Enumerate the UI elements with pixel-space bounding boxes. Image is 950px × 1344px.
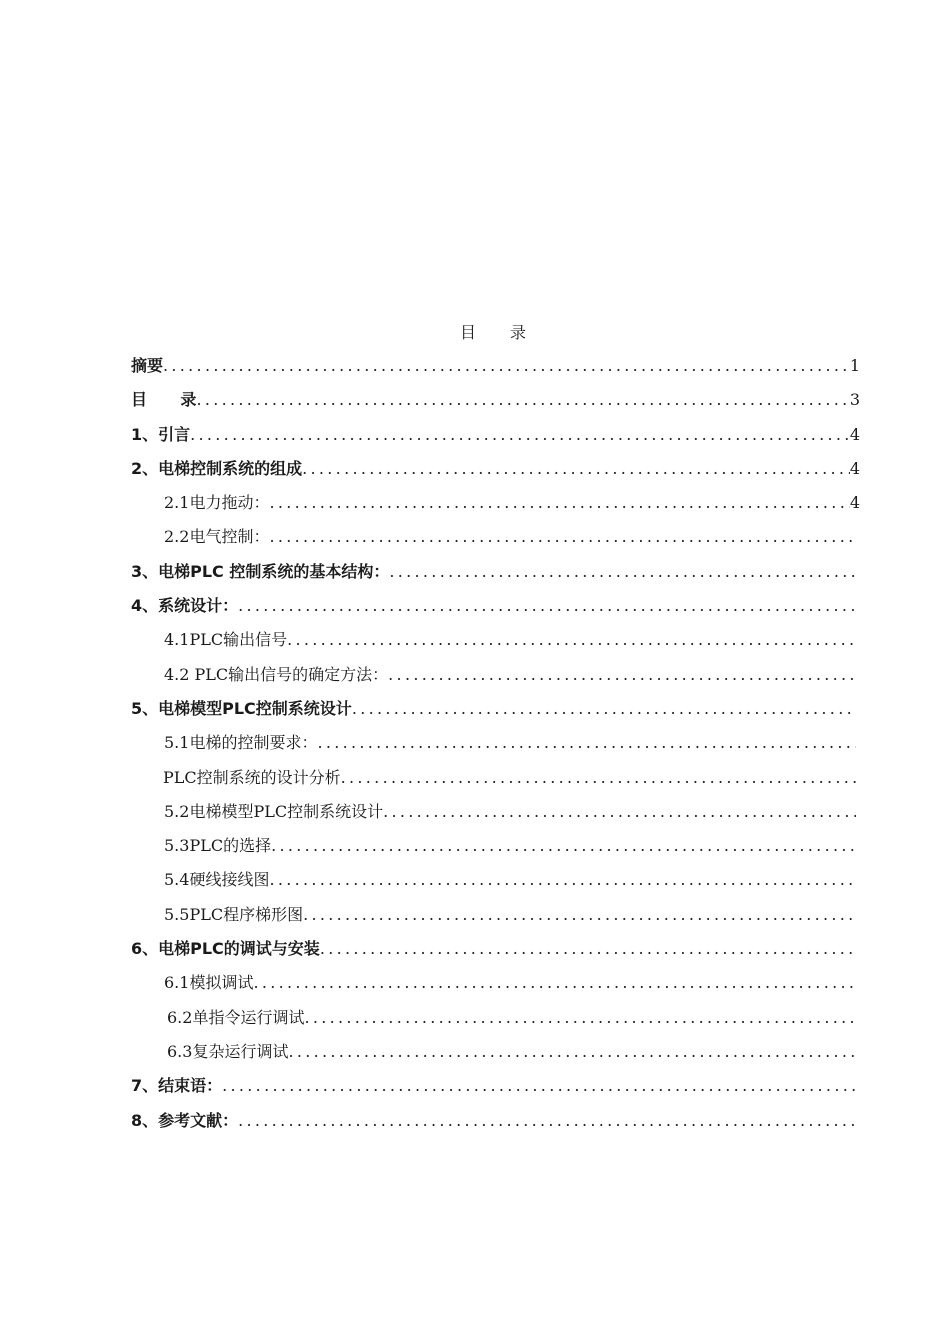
dot-leader bbox=[269, 520, 856, 554]
toc-entry-label: 8、参考文献： bbox=[131, 1110, 239, 1130]
toc-entry-section-4-2[interactable] bbox=[131, 658, 860, 692]
toc-entry-page: 4 bbox=[849, 458, 860, 478]
toc-entry-section-4-1[interactable] bbox=[131, 623, 860, 657]
dot-leader bbox=[190, 418, 850, 452]
toc-entry-label: 2.1电力拖动： bbox=[164, 493, 270, 513]
toc-entry-page: 4 bbox=[849, 493, 860, 513]
toc-title bbox=[0, 320, 950, 343]
toc-entry-label: 5、电梯模型PLC控制系统设计 bbox=[131, 698, 352, 718]
toc-entry-label: 6.2单指令运行调试 bbox=[167, 1007, 305, 1027]
toc-entry-label: 2.2电气控制： bbox=[164, 527, 270, 547]
toc-entry-label: 6、电梯PLC的调试与安装 bbox=[131, 939, 320, 959]
toc-entry-section-5-4[interactable] bbox=[131, 863, 860, 897]
dot-leader bbox=[196, 383, 849, 417]
dot-leader bbox=[238, 1104, 856, 1138]
toc-entry-section-5-3[interactable] bbox=[131, 829, 860, 863]
toc-entry-abstract[interactable] bbox=[131, 349, 860, 383]
toc-entry-label: 摘要 bbox=[131, 356, 164, 375]
dot-leader bbox=[238, 589, 856, 623]
dot-leader bbox=[304, 1001, 856, 1035]
toc-entry-label: 5.2电梯模型PLC控制系统设计 bbox=[164, 801, 384, 821]
dot-leader bbox=[388, 658, 856, 692]
toc-entry-label: 6.1模拟调试 bbox=[164, 973, 254, 993]
dot-leader bbox=[389, 555, 856, 589]
toc-entry-section-6[interactable] bbox=[131, 932, 860, 966]
toc-entry-label: 4.1PLC输出信号 bbox=[164, 630, 288, 650]
toc-list bbox=[131, 349, 860, 1138]
toc-entry-section-8[interactable] bbox=[131, 1104, 860, 1138]
toc-entry-label: 3、电梯PLC 控制系统的基本结构： bbox=[131, 561, 390, 581]
toc-entry-page: 4 bbox=[849, 424, 860, 444]
toc-entry-label: 5.3PLC的选择 bbox=[164, 836, 272, 856]
dot-leader bbox=[320, 932, 856, 966]
dot-leader bbox=[352, 692, 856, 726]
toc-entry-section-6-3[interactable] bbox=[131, 1035, 860, 1069]
toc-entry-label: 4.2 PLC输出信号的确定方法： bbox=[164, 664, 389, 684]
toc-entry-label: 5.5PLC程序梯形图 bbox=[164, 904, 304, 924]
toc-entry-section-5-1[interactable] bbox=[131, 726, 860, 760]
dot-leader bbox=[287, 623, 856, 657]
toc-entry-section-6-2[interactable] bbox=[131, 1001, 860, 1035]
toc-entry-section-5-5[interactable] bbox=[131, 898, 860, 932]
dot-leader bbox=[253, 966, 856, 1000]
dot-leader bbox=[341, 761, 856, 795]
toc-entry-label: 4、系统设计： bbox=[131, 596, 239, 616]
dot-leader bbox=[269, 486, 849, 520]
toc-entry-plc-design-analysis[interactable] bbox=[131, 761, 860, 795]
toc-entry-section-7[interactable] bbox=[131, 1069, 860, 1103]
toc-entry-label: 5.4硬线接线图 bbox=[164, 870, 270, 890]
toc-entry-section-3[interactable] bbox=[131, 555, 860, 589]
toc-entry-section-2-2[interactable] bbox=[131, 520, 860, 554]
toc-entry-section-6-1[interactable] bbox=[131, 966, 860, 1000]
toc-entry-label: 目 录 bbox=[131, 390, 197, 410]
dot-leader bbox=[317, 726, 856, 760]
toc-entry-page: 1 bbox=[849, 356, 860, 375]
dot-leader bbox=[383, 795, 856, 829]
toc-entry-section-2-1[interactable] bbox=[131, 486, 860, 520]
dot-leader bbox=[222, 1069, 856, 1103]
toc-entry-section-4[interactable] bbox=[131, 589, 860, 623]
toc-entry-label: 7、结束语： bbox=[131, 1076, 223, 1096]
toc-entry-page: 3 bbox=[849, 390, 860, 410]
toc-title-right: 录 bbox=[510, 323, 527, 342]
dot-leader bbox=[163, 349, 850, 383]
toc-entry-contents[interactable] bbox=[131, 383, 860, 417]
toc-entry-label: 1、引言 bbox=[131, 424, 191, 444]
toc-entry-section-5-2[interactable] bbox=[131, 795, 860, 829]
toc-title-left: 目 bbox=[459, 323, 476, 342]
dot-leader bbox=[302, 452, 850, 486]
toc-entry-label: 5.1电梯的控制要求： bbox=[164, 733, 318, 753]
toc-entry-section-2[interactable] bbox=[131, 452, 860, 486]
dot-leader bbox=[288, 1035, 856, 1069]
dot-leader bbox=[303, 898, 856, 932]
dot-leader bbox=[269, 863, 856, 897]
toc-entry-introduction[interactable] bbox=[131, 418, 860, 452]
toc-entry-label: 2、电梯控制系统的组成 bbox=[131, 458, 303, 478]
dot-leader bbox=[271, 829, 856, 863]
toc-entry-label: PLC控制系统的设计分析 bbox=[163, 767, 341, 787]
toc-entry-section-5[interactable] bbox=[131, 692, 860, 726]
toc-entry-label: 6.3复杂运行调试 bbox=[167, 1041, 289, 1061]
